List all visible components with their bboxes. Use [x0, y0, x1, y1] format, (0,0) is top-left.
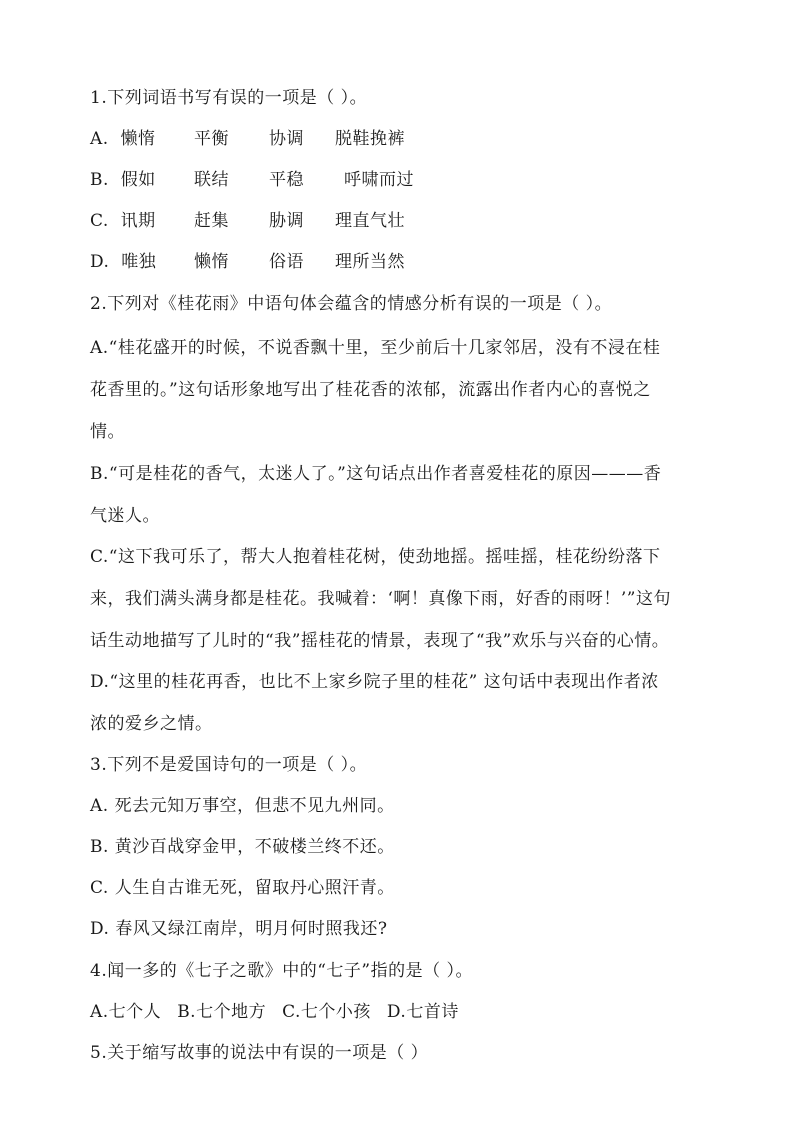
- q2-option-b-line1: B.“可是桂花的香气，太迷人了。”这句话点出作者喜爱桂花的原因———香: [90, 464, 662, 484]
- q2-stem: 2.下列对《桂花雨》中语句体会蕴含的情感分析有误的一项是（ ）。: [90, 294, 613, 314]
- q4-options: [90, 1002, 710, 1022]
- q4-option-a: A.七个人: [90, 1002, 162, 1022]
- q4-option-c: C.七个小孩: [282, 1002, 371, 1022]
- q1-option-a: [90, 129, 710, 149]
- q1-option-a-word4: 脱鞋挽裤: [335, 129, 405, 149]
- q2-option-a-line1: A.“桂花盛开的时候，不说香飘十里，至少前后十几家邻居，没有不浸在桂: [90, 338, 661, 358]
- q1-option-c-label-word1: C. 讯期: [90, 211, 156, 231]
- q1-stem: 1.下列词语书写有误的一项是（ ）。: [90, 88, 368, 108]
- q1-option-b-word3: 平稳: [269, 170, 304, 190]
- q1-option-c-word4: 理直气壮: [335, 211, 405, 231]
- q2-option-a-line2: 花香里的。”这句话形象地写出了桂花香的浓郁，流露出作者内心的喜悦之: [90, 380, 651, 400]
- q1-option-a-word2: 平衡: [194, 129, 229, 149]
- q3-stem: 3.下列不是爱国诗句的一项是（ ）。: [90, 755, 368, 775]
- q1-option-b-word4: 呼啸而过: [344, 170, 414, 190]
- q1-option-d-word2: 懒惰: [194, 252, 229, 272]
- q2-option-d-line1: D.“这里的桂花再香，也比不上家乡院子里的桂花” 这句话中表现出作者浓: [90, 672, 659, 692]
- q2-option-b-line2: 气迷人。: [90, 506, 160, 526]
- q1-option-b-label-word1: B. 假如: [90, 170, 156, 190]
- q3-option-b: B. 黄沙百战穿金甲，不破楼兰终不还。: [90, 837, 395, 857]
- q5-stem: 5.关于缩写故事的说法中有误的一项是（ ）: [90, 1043, 429, 1063]
- q1-option-d-word3: 俗语: [269, 252, 304, 272]
- q2-option-a-line3: 情。: [90, 422, 125, 442]
- q2-option-c-line1: C.“这下我可乐了，帮大人抱着桂花树，使劲地摇。摇哇摇，桂花纷纷落下: [90, 547, 661, 567]
- q1-option-c: [90, 211, 710, 231]
- q4-stem: 4.闻一多的《七子之歌》中的“七子”指的是（ ）。: [90, 961, 474, 981]
- q4-option-b: B.七个地方: [177, 1002, 267, 1022]
- q3-option-a: A. 死去元知万事空，但悲不见九州同。: [90, 796, 395, 816]
- q1-option-b-word2: 联结: [194, 170, 229, 190]
- q2-option-c-line2: 来，我们满头满身都是桂花。我喊着：‘啊！真像下雨，好香的雨呀！’”这句: [90, 589, 671, 609]
- q1-option-c-word3: 胁调: [269, 211, 304, 231]
- q1-option-a-label-word1: A. 懒惰: [90, 129, 156, 149]
- q1-option-c-word2: 赶集: [194, 211, 229, 231]
- q1-option-d-label-word1: D. 唯独: [90, 252, 157, 272]
- q1-option-b: [90, 170, 710, 190]
- q2-option-c-line3: 话生动地描写了儿时的“我”摇桂花的情景，表现了“我”欢乐与兴奋的心情。: [90, 631, 670, 651]
- q2-option-d-line2: 浓的爱乡之情。: [90, 714, 213, 734]
- q1-option-a-word3: 协调: [269, 129, 304, 149]
- q4-option-d: D.七首诗: [386, 1002, 459, 1022]
- q3-option-c: C. 人生自古谁无死，留取丹心照汗青。: [90, 878, 395, 898]
- q1-option-d: [90, 252, 710, 272]
- q1-option-d-word4: 理所当然: [335, 252, 405, 272]
- q3-option-d: D. 春风又绿江南岸，明月何时照我还?: [90, 919, 388, 939]
